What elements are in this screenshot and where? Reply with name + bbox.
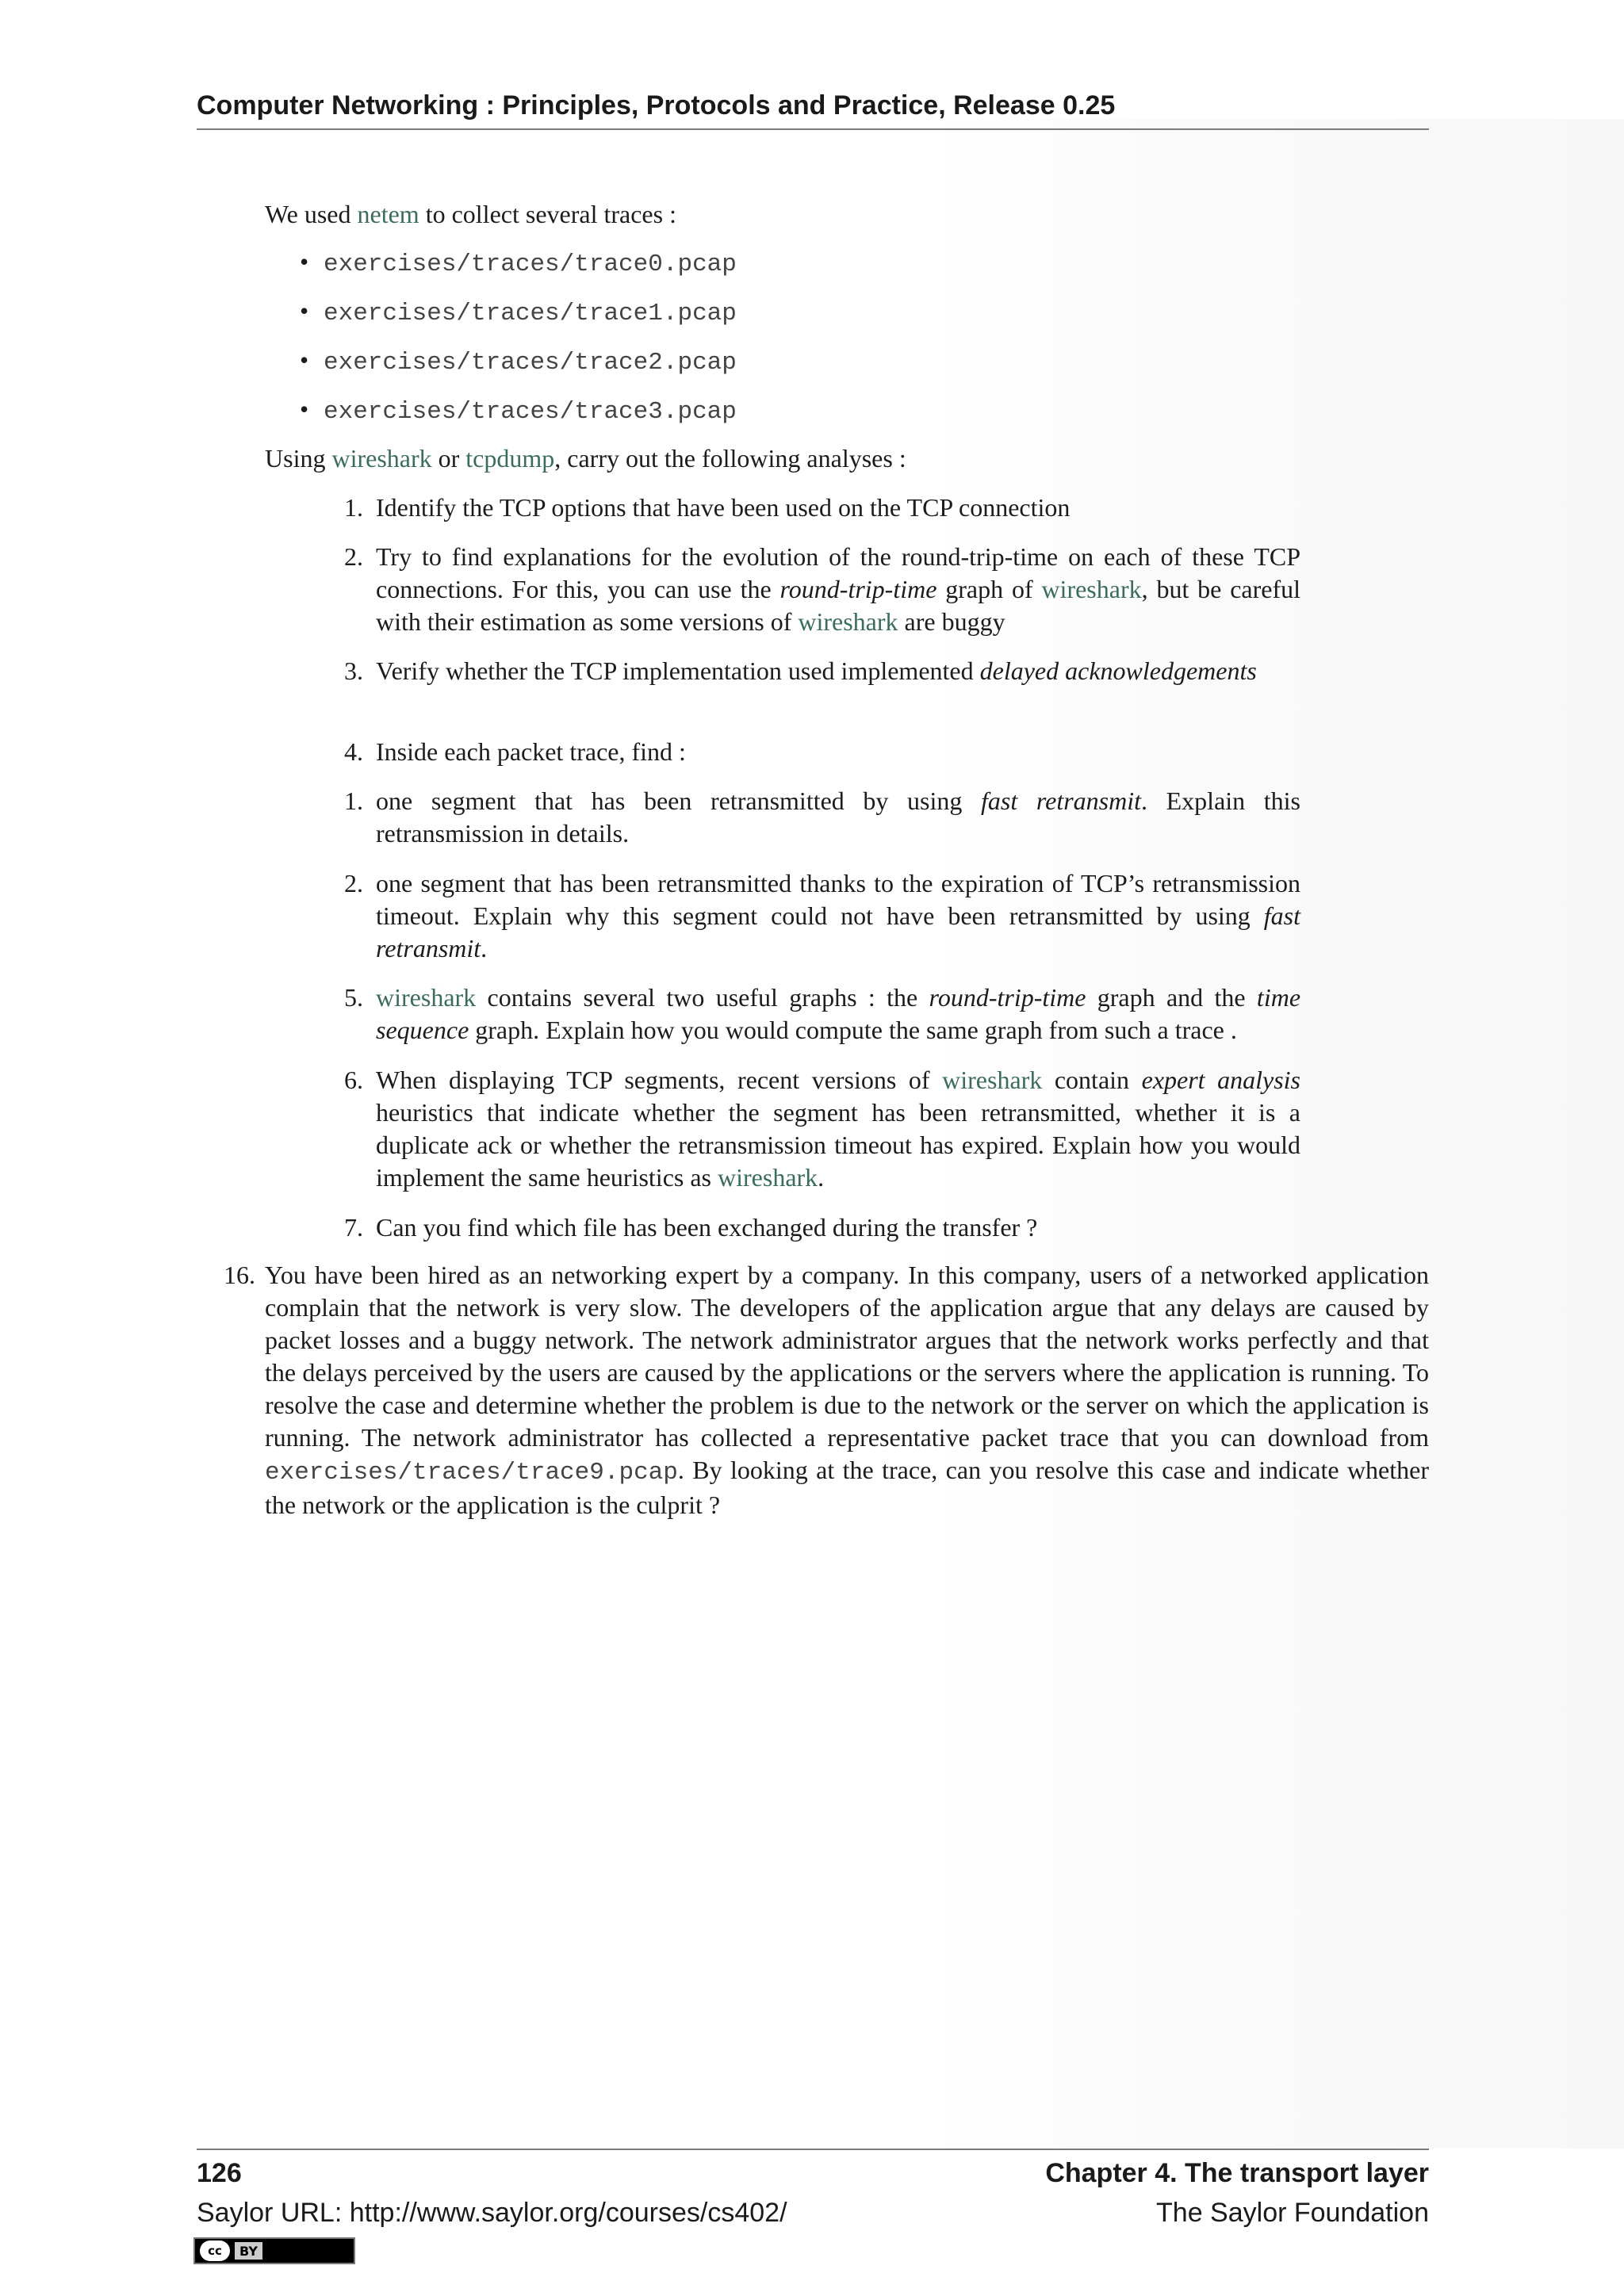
- item-text-part: graph. Explain how you would compute the same graph from such a trace .: [469, 1016, 1237, 1044]
- item-emphasis: fast retransmit: [981, 786, 1142, 815]
- question-text-part: . By looking at the trace, can you resolve this case and indicate whether the network or the application is the culprit ?: [265, 1456, 1429, 1519]
- saylor-url[interactable]: Saylor URL: http://www.saylor.org/courses/cs402/: [197, 2198, 787, 2228]
- item-emphasis: round-trip-time: [929, 983, 1086, 1012]
- item-emphasis: expert analysis: [1141, 1066, 1301, 1094]
- intro-paragraph: [265, 198, 676, 231]
- trace-file: exercises/traces/trace0.pcap: [324, 251, 737, 278]
- subitem-text: [376, 867, 1300, 965]
- netem-link[interactable]: netem: [357, 200, 419, 228]
- intro-text: We used: [265, 200, 358, 228]
- bullet-icon: •: [300, 297, 309, 325]
- bullet-icon: •: [300, 395, 309, 423]
- item-number: 3.: [344, 656, 363, 685]
- item-text-part: , but be careful with their estimation as some versions of: [376, 575, 1301, 636]
- wireshark-link[interactable]: wireshark: [798, 607, 898, 636]
- foundation-name: The Saylor Foundation: [1156, 2198, 1429, 2228]
- trace-file: exercises/traces/trace9.pcap: [265, 1459, 678, 1487]
- bullet-icon: •: [300, 346, 309, 374]
- item-text-part: Try to find explanations for the evolution of the round-trip-time on each of these TCP connections. For this, you can use the: [376, 542, 1300, 603]
- wireshark-link[interactable]: wireshark: [376, 983, 477, 1012]
- wireshark-link[interactable]: wireshark: [1041, 575, 1142, 603]
- question-number: 16.: [224, 1261, 255, 1289]
- item-text: [376, 541, 1300, 638]
- cc-icon: cc: [200, 2241, 230, 2261]
- header-rule: [197, 128, 1429, 130]
- analysis-text: Using: [265, 444, 332, 473]
- item-text: Can you find which file has been exchanged during the transfer ?: [376, 1213, 1038, 1242]
- trace-file: exercises/traces/trace3.pcap: [324, 398, 737, 426]
- by-icon: BY: [235, 2242, 262, 2260]
- item-text-part: .: [481, 934, 488, 962]
- item-emphasis: round-trip-time: [779, 575, 937, 603]
- item-number: 2.: [344, 542, 363, 571]
- cc-license-badge[interactable]: [193, 2237, 355, 2264]
- trace-file: exercises/traces/trace2.pcap: [324, 349, 737, 377]
- item-text-part: Verify whether the TCP implementation used implemented: [376, 656, 980, 685]
- item-text-part: one segment that has been retransmitted thanks to the expiration of TCP’s retransmission timeout. Explain why this segment could not have been retransmitted by using: [376, 869, 1300, 930]
- item-text-part: are buggy: [898, 607, 1005, 636]
- item-emphasis: time sequence: [376, 983, 1301, 1044]
- item-number: 1.: [344, 493, 363, 522]
- item-emphasis: delayed acknowledgements: [979, 656, 1257, 685]
- subitem-text: [376, 785, 1300, 850]
- item-text-part: graph and the: [1086, 983, 1257, 1012]
- item-text-part: graph of: [936, 575, 1042, 603]
- item-text: [376, 1064, 1300, 1194]
- item-text: Inside each packet trace, find :: [376, 737, 686, 766]
- item-number: 4.: [344, 737, 363, 766]
- analysis-text: , carry out the following analyses :: [554, 444, 906, 473]
- chapter-title: Chapter 4. The transport layer: [1045, 2158, 1429, 2188]
- intro-text-end: to collect several traces :: [419, 200, 676, 228]
- page-number: 126: [197, 2158, 242, 2188]
- running-header: Computer Networking : Principles, Protocols and Practice, Release 0.25: [197, 90, 1116, 121]
- analysis-intro: [265, 442, 906, 475]
- item-number: 5.: [344, 983, 363, 1012]
- item-text: [376, 655, 1300, 687]
- tcpdump-link[interactable]: tcpdump: [465, 444, 555, 473]
- subitem-number: 1.: [344, 786, 363, 815]
- item-number: 6.: [344, 1066, 363, 1094]
- item-text-part: contains several two useful graphs : the: [476, 983, 929, 1012]
- item-text: [376, 982, 1300, 1047]
- footer-rule: [197, 2149, 1429, 2150]
- subitem-number: 2.: [344, 869, 363, 897]
- item-text-part: heuristics that indicate whether the segment has been retransmitted, whether it is a duplicate ack or whether the retransmission timeout has expired. Explain how you would implement the same heuristics as: [376, 1098, 1300, 1192]
- trace-file: exercises/traces/trace1.pcap: [324, 300, 737, 327]
- item-text-part: one segment that has been retransmitted by using: [376, 786, 981, 815]
- item-text-part: contain: [1042, 1066, 1142, 1094]
- wireshark-link[interactable]: wireshark: [718, 1163, 818, 1192]
- item-text: Identify the TCP options that have been used on the TCP connection: [376, 493, 1071, 522]
- wireshark-link[interactable]: wireshark: [331, 444, 432, 473]
- question-text: [265, 1259, 1429, 1521]
- analysis-text: or: [431, 444, 466, 473]
- wireshark-link[interactable]: wireshark: [942, 1066, 1043, 1094]
- item-number: 7.: [344, 1213, 363, 1242]
- item-text-part: When displaying TCP segments, recent versions of: [376, 1066, 943, 1094]
- item-text-part: .: [818, 1163, 825, 1192]
- item-emphasis: fast retransmit: [376, 901, 1300, 962]
- bullet-icon: •: [300, 247, 309, 276]
- item-text-part: . Explain this retransmission in details.: [376, 786, 1301, 848]
- question-text-part: You have been hired as an networking expert by a company. In this company, users of a networked application complain that the network is very slow. The developers of the application argue that any delays are caused by packet losses and a buggy network. The network administrator argues that the network works perfectly and that the delays perceived by the users are caused by the applications or the servers where the application is running. To resolve the case and determine whether the problem is due to the network or the server on which the application is running. The network administrator has collected a representative packet trace that you can download from: [265, 1261, 1429, 1452]
